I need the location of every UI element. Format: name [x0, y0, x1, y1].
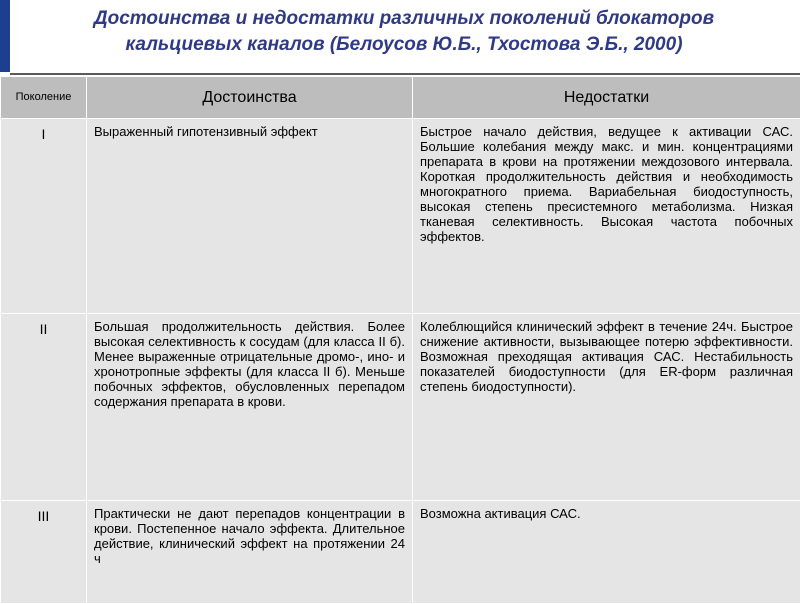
header-generation: Поколение: [1, 77, 87, 119]
row-disadvantages: Колеблющийся клинический эффект в течение 24ч. Быстрое снижение активности, вызывающее потерю эффективности. Возможная преходящая активация САС. Нестабильность показателей биодоступности (для ER-форм различная степень биодоступности).: [413, 314, 800, 501]
page-title: [14, 6, 794, 66]
row-disadvantages: Быстрое начало действия, ведущее к активации САС. Большие колебания между макс. и мин. концентрациями препарата в крови на протяжении междозового интервала. Короткая продолжительность действия и необходимость многократного приема. Вариабельная биодоступность, высокая степень пресистемного метаболизма. Низкая тканевая селективность. Высокая частота побочных эффектов.: [413, 119, 800, 314]
table-row: [1, 314, 800, 501]
accent-bar: [0, 0, 10, 72]
row-advantages: Выраженный гипотензивный эффект: [87, 119, 413, 314]
row-advantages: Большая продолжительность действия. Более высокая селективность к сосудам (для класса II б). Менее выраженные отрицательные дромо-, ино- и хронотропные эффекты (для класса II б). Меньше побочных эффектов, обусловленных перепадом содержания препарата в крови.: [87, 314, 413, 501]
header-disadvantages: Недостатки: [413, 77, 800, 119]
table-row: [1, 501, 800, 604]
header-advantages: Достоинства: [87, 77, 413, 119]
title-line-1: Достоинства и недостатки различных поколений блокаторов: [14, 6, 794, 32]
title-divider: [10, 73, 800, 75]
row-generation: III: [1, 501, 87, 604]
table-header-row: [1, 77, 800, 119]
row-generation: II: [1, 314, 87, 501]
title-line-2: кальциевых каналов (Белоусов Ю.Б., Тхостова Э.Б., 2000): [14, 32, 794, 58]
row-disadvantages: Возможна активация САС.: [413, 501, 800, 604]
row-advantages: Практически не дают перепадов концентрации в крови. Постепенное начало эффекта. Длительное действие, клинический эффект на протяжении 24 ч: [87, 501, 413, 604]
table-row: [1, 119, 800, 314]
comparison-table: [0, 76, 800, 604]
row-generation: I: [1, 119, 87, 314]
